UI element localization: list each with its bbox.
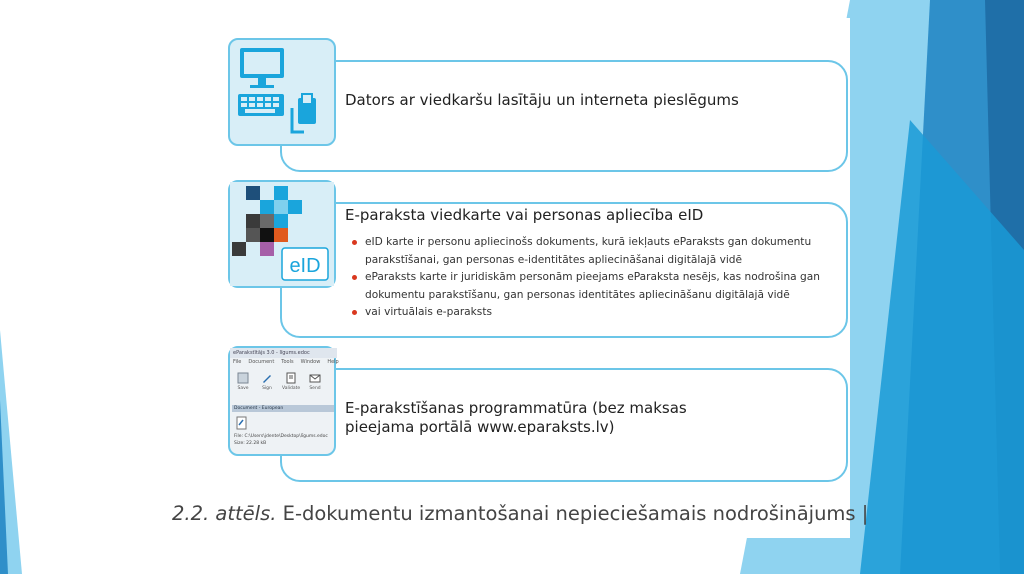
envelope-icon [309,372,321,384]
list-item: vai virtuālais e-paraksts [352,304,842,322]
bullet-dot [352,240,357,245]
card-title-software: E-parakstīšanas programmatūra (bez maksas pieejama portālā www.eparaksts.lv) [345,399,687,436]
save-icon [237,372,249,384]
requirement-card-computer [280,60,848,172]
computer-keyboard-reader-icon [228,38,336,146]
caption-number: 2.2. attēls. [172,502,277,525]
window-file-info: File: C:\Users\jdente\Desktop\līgums.edoc Size: 22.28 kB [234,434,328,446]
save-tool: Save [234,372,252,391]
eid-card-icon [228,180,336,288]
caption-text: E-dokumentu izmantošanai nepieciešamais nodrošinājums | [276,502,869,525]
eid-label: eID [289,255,321,277]
sign-tool: Sign [258,372,276,391]
validate-tool: Validate [282,372,300,391]
window-menu: File Document Tools Window Help [233,359,339,365]
bullet-dot [352,275,357,280]
software-window-icon [228,346,339,456]
eid-bullet-list [352,234,842,322]
pen-icon [261,372,273,384]
edoc-file-icon [236,416,248,430]
window-title: eParakstītājs 3.0 - līgums.edoc [230,348,337,358]
list-item: dokumentu parakstīšanu, gan personas identitātes apliecināšanu digitālajā vidē [365,288,790,301]
bullet-dot [352,310,357,315]
window-section: Document - European [232,405,334,412]
send-tool: Send [306,372,324,391]
card-title-eid: E-paraksta viedkarte vai personas apliecība eID [345,206,704,224]
figure-caption [172,502,868,525]
list-item: parakstīšanai, gan personas e-identitātes apliecināšanai digitālajā vidē [365,253,743,266]
document-icon [285,372,297,384]
slide-content [160,18,869,538]
card-title-computer: Dators ar viedkaršu lasītāju un interneta pieslēgums [345,91,739,109]
list-item: eParaksts karte ir juridiskām personām pieejams eParaksta nesējs, kas nodrošina gan [352,269,842,287]
list-item: eID karte ir personu apliecinošs dokuments, kurā iekļauts eParaksts gan dokumentu [352,234,842,252]
